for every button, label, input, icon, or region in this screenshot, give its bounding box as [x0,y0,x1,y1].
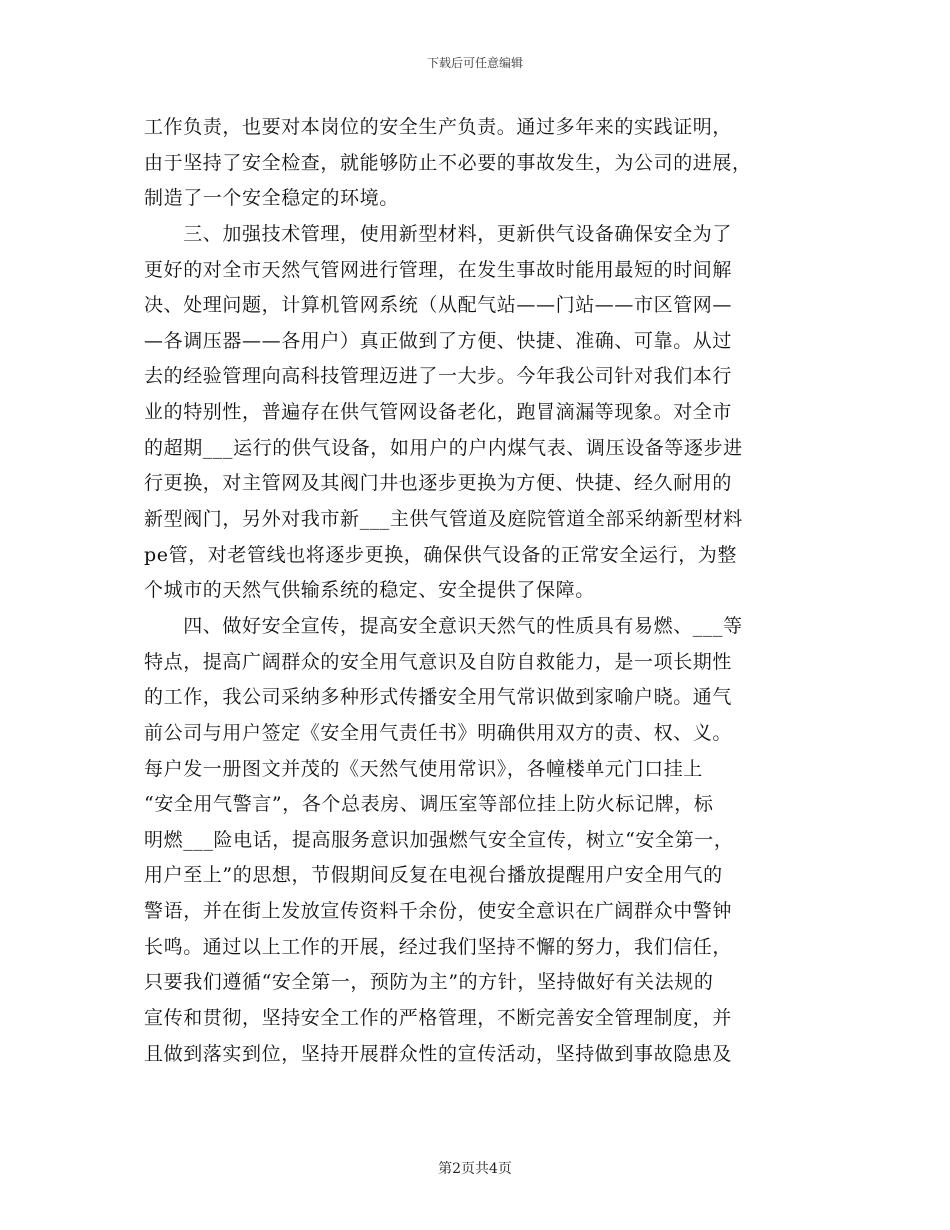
text-line: 前公司与用户签定《安全用气责任书》明确供用双方的责、权、义。 [144,721,733,744]
text-line: 四、做好安全宣传，提高安全意识天然气的性质具有易燃、___等 [144,614,743,637]
text-line: 工作负责，也要对本岗位的安全生产负责。通过多年来的实践证明， [144,116,733,138]
text-line: 长鸣。通过以上工作的开展，经过我们坚持不懈的努力，我们信任， [144,935,733,958]
text-line: 决、处理问题，计算机管网系统（从配气站——门站——市区管网— [144,294,733,317]
text-line: 更好的对全市天然气管网进行管理，在发生事故时能用最短的时间解 [144,258,733,281]
text-line: 宣传和贯彻，坚持安全工作的严格管理，不断完善安全管理制度，并 [144,1007,733,1030]
text-line: 去的经验管理向高科技管理迈进了一大步。今年我公司针对我们本行 [144,365,733,388]
text-line: —各调压器——各用户）真正做到了方便、快捷、准确、可靠。从过 [144,329,733,352]
text-line: 特点，提高广阔群众的安全用气意识及自防自救能力，是一项长期性 [144,650,733,673]
page-number-footer: 第2页共4页 [438,1161,512,1177]
text-line: 三、加强技术管理，使用新型材料，更新供气设备确保安全为了 [144,222,733,245]
text-line: 只要我们遵循“安全第一，预防为主”的方针，坚持做好有关法规的 [144,971,714,994]
page-header-note: 下载后可任意编辑 [426,56,523,70]
text-line: 明燃___险电话，提高服务意识加强燃气安全宣传，树立“安全第一， [144,828,734,851]
text-line: 的工作，我公司采纳多种形式传播安全用气常识做到家喻户晓。通气 [144,686,733,709]
text-line: 由于坚持了安全检查，就能够防止不必要的事故发生，为公司的进展， [144,151,752,174]
text-line: 每户发一册图文并茂的《天然气使用常识》，各幢楼单元门口挂上 [144,757,703,780]
text-line: 个城市的天然气供输系统的稳定、安全提供了保障。 [144,579,595,602]
document-body [144,110,824,1072]
text-line: 制造了一个安全稳定的环境。 [144,187,399,210]
text-line: “安全用气警言”，各个总表房、调压室等部位挂上防火标记牌，标 [144,793,714,816]
text-line: pe管，对老管线也将逐步更换，确保供气设备的正常安全运行，为整 [144,543,738,566]
text-line: 且做到落实到位，坚持开展群众性的宣传活动，坚持做到事故隐患及 [144,1042,733,1065]
text-line: 的超期___运行的供气设备，如用户的户内煤气表、调压设备等逐步进 [144,436,743,459]
text-line: 行更换，对主管网及其阀门井也逐步更换为方便、快捷、经久耐用的 [144,472,733,495]
text-line: 警语，并在街上发放宣传资料千余份，使安全意识在广阔群众中警钟 [144,900,733,923]
text-line: 新型阀门，另外对我市新___主供气管道及庭院管道全部采纳新型材料 [144,508,743,531]
text-line: 用户至上”的思想，节假期间反复在电视台播放提醒用户安全用气的 [144,864,723,887]
text-line: 业的特别性，普遍存在供气管网设备老化，跑冒滴漏等现象。对全市 [144,401,733,424]
